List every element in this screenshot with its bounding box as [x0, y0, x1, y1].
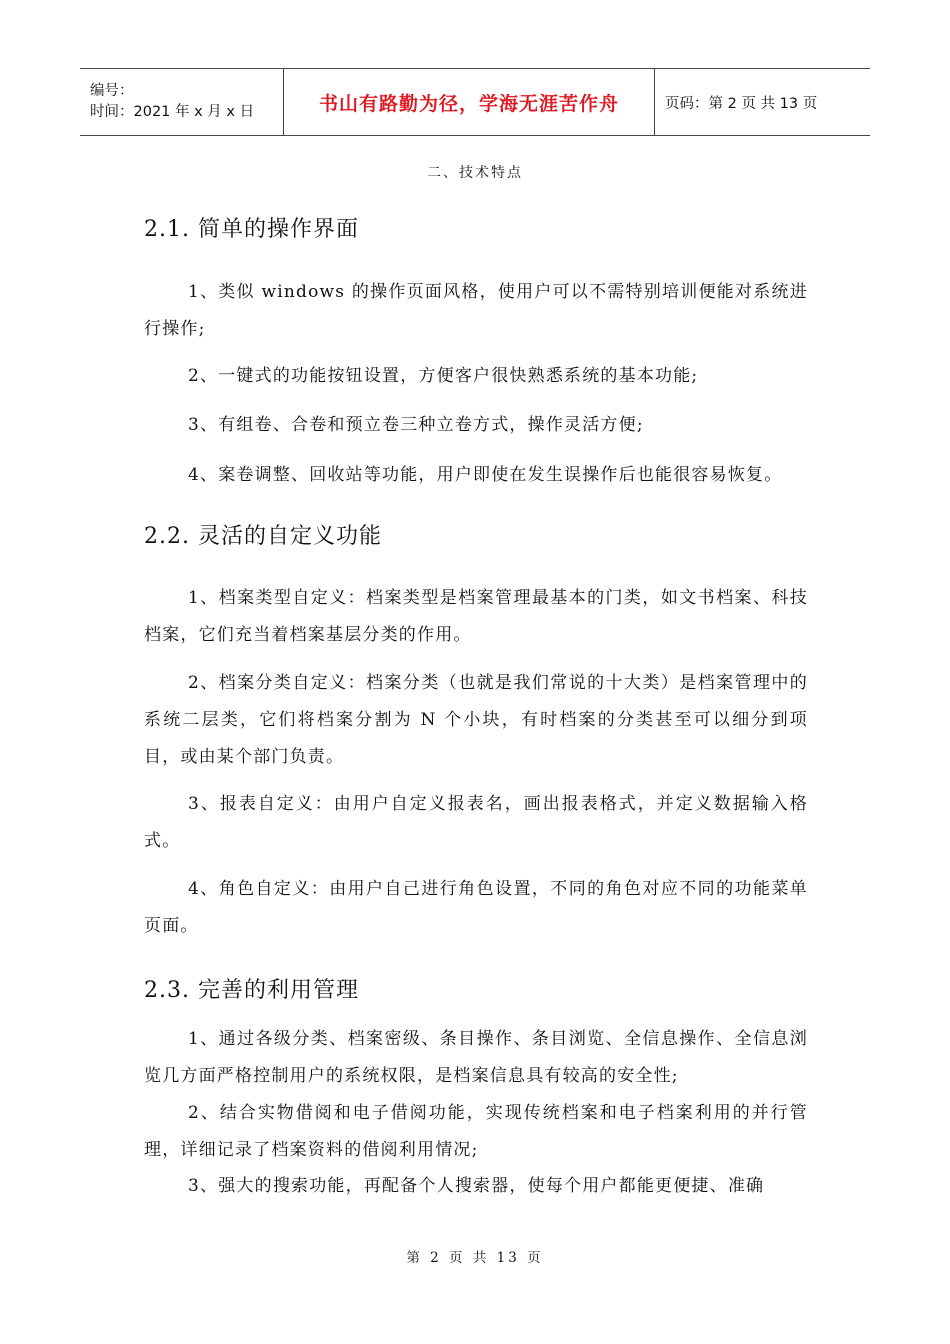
header-page-info: 页码：第 2 页 共 13 页 [665, 95, 818, 112]
paragraph: 3、强大的搜索功能，再配备个人搜索器，使每个用户都能更便捷、准确 [188, 1176, 765, 1196]
date-label: 时间：2021 年 x 月 x 日 [90, 104, 255, 120]
header-motto: 书山有路勤为径，学海无涯苦作舟 [318, 92, 619, 115]
paragraph: 1、档案类型自定义：档案类型是档案管理最基本的门类，如文书档案、科技档案，它们充当着档案基层分类的作用。 [144, 588, 808, 645]
paragraph: 4、角色自定义：由用户自己进行角色设置，不同的角色对应不同的功能菜单页面。 [144, 879, 808, 936]
paragraph: 3、报表自定义：由用户自定义报表名，画出报表格式，并定义数据输入格式。 [144, 794, 808, 851]
header-page-cell [655, 69, 870, 135]
page-footer: 第 2 页 共 13 页 [406, 1250, 544, 1266]
paragraph: 2、档案分类自定义：档案分类（也就是我们常说的十大类）是档案管理中的系统二层类，它们将档案分割为 N 个小块，有时档案的分类甚至可以细分到项目，或由某个部门负责。 [144, 673, 808, 767]
number-label: 编号： [90, 83, 134, 99]
paragraph: 2、结合实物借阅和电子借阅功能，实现传统档案和电子档案利用的并行管理，详细记录了档案资料的借阅利用情况; [144, 1103, 808, 1160]
paragraph: 1、通过各级分类、档案密级、条目操作、条目浏览、全信息操作、全信息浏览几方面严格控制用户的系统权限，是档案信息具有较高的安全性; [144, 1029, 808, 1086]
document-header [80, 68, 870, 136]
paragraph: 2、一键式的功能按钮设置，方便客户很快熟悉系统的基本功能; [188, 366, 699, 386]
header-meta [80, 69, 283, 135]
paragraph: 1、类似 windows 的操作页面风格，使用户可以不需特别培训便能对系统进行操作; [144, 282, 808, 339]
section-heading-2-3: 2.3. 完善的利用管理 [144, 978, 359, 1003]
section-heading-2-1: 2.1. 简单的操作界面 [144, 217, 359, 242]
chapter-title: 二、技术特点 [427, 165, 523, 181]
section-heading-2-2: 2.2. 灵活的自定义功能 [144, 524, 382, 549]
header-motto-cell [283, 69, 655, 135]
paragraph: 3、有组卷、合卷和预立卷三种立卷方式，操作灵活方便; [188, 415, 644, 435]
paragraph: 4、案卷调整、回收站等功能，用户即使在发生误操作后也能很容易恢复。 [188, 465, 783, 485]
